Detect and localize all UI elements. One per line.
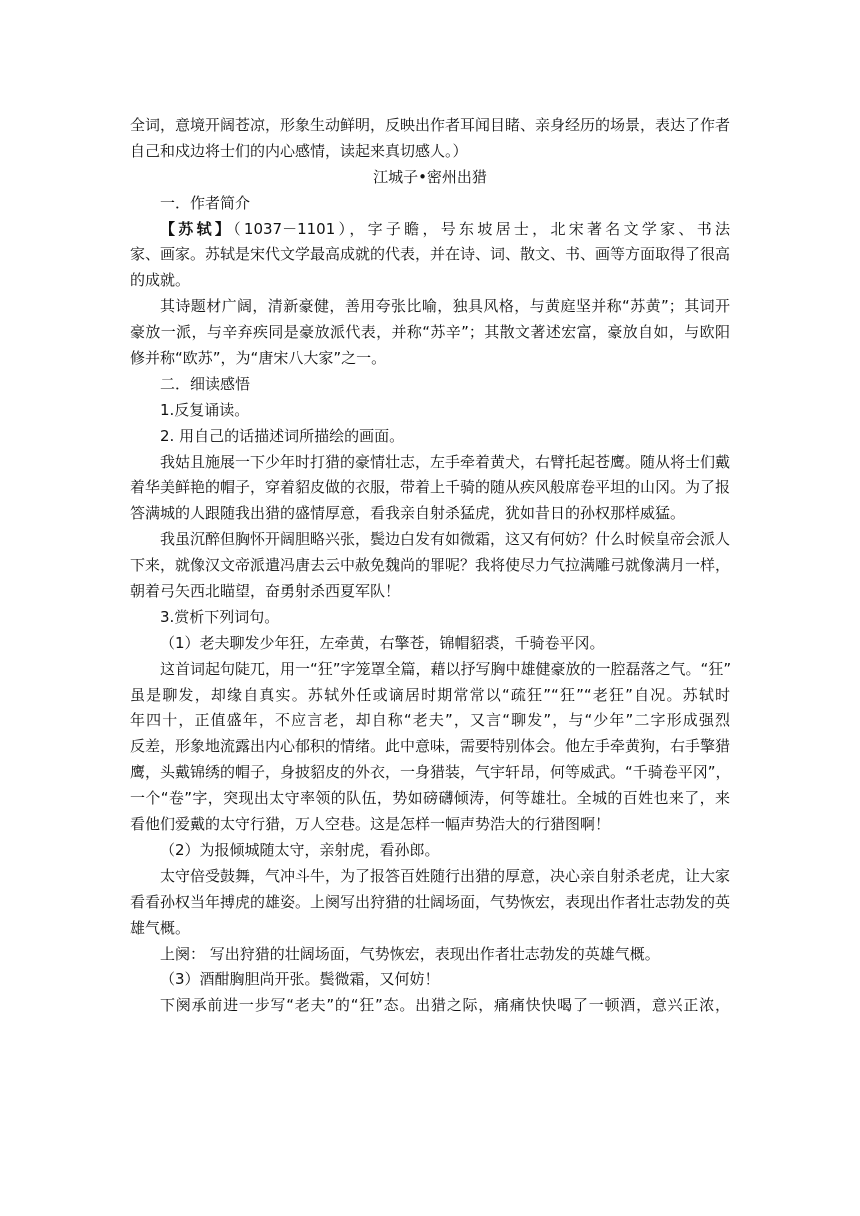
quote-line: （3）酒酣胸胆尚开张。鬓微霜，又何妨！ <box>160 970 440 989</box>
text-line: 雄气概。 <box>130 918 191 937</box>
text-line: 家、画家。苏轼是宋代文学最高成就的代表，并在诗、词、散文、书、画等方面取得了很高 <box>130 245 731 264</box>
text-line: 全词，意境开阔苍凉，形象生动鲜明，反映出作者耳闻目睹、亲身经历的场景，表达了作者 <box>130 116 731 134</box>
text-line: 我虽沉醉但胸怀开阔胆略兴张，鬓边白发有如微霜，这又有何妨？什么时候皇帝会派人 <box>160 530 731 549</box>
list-item: 2. 用自己的话描述词所描绘的画面。 <box>160 426 405 445</box>
document-page <box>130 113 730 1019</box>
text-line: 虽是聊发，却缘自真实。苏轼外任或谪居时期常常以“疏狂”“狂”“老狂”自况。苏轼时 <box>130 685 730 704</box>
text-line: 的成就。 <box>130 271 191 290</box>
text-line <box>130 217 730 243</box>
text-line: 上阕： 写出狩猎的壮阔场面，气势恢宏，表现出作者壮志勃发的英雄气概。 <box>160 944 660 963</box>
text-line: 着华美鲜艳的帽子，穿着貂皮做的衣服，带着上千骑的随从疾风般席卷平坦的山冈。为了报 <box>130 478 731 497</box>
text-line: 下阕承前进一步写“老夫”的“狂”态。出猎之际，痛痛快快喝了一顿酒，意兴正浓， <box>160 996 730 1015</box>
text-line: 鹰，头戴锦绣的帽子，身披貂皮的外衣，一身猎装，气宇轩昂，何等威武。“千骑卷平冈”， <box>130 763 731 782</box>
text-line: 年四十，正值盛年，不应言老，却自称“老夫”，又言“聊发”，与“少年”二字形成强烈 <box>130 711 730 730</box>
text-line: 其诗题材广阔，清新豪健，善用夸张比喻，独具风格，与黄庭坚并称“苏黄”；其词开 <box>160 297 730 316</box>
author-name: 【苏轼】 <box>160 219 234 238</box>
section-heading: 二．细读感悟 <box>160 374 251 393</box>
text-line: 下来，就像汉文帝派遣冯唐去云中赦免魏尚的罪呢？我将使尽力气拉满雕弓就像满月一样， <box>130 556 731 575</box>
quote-line: （1）老夫聊发少年狂，左牵黄，右擎苍，锦帽貂裘，千骑卷平冈。 <box>160 633 605 652</box>
list-item: 1.反复诵读。 <box>160 400 250 419</box>
text-line: 太守倍受鼓舞，气冲斗牛，为了报答百姓随行出猎的厚意，决心亲自射杀老虎，让大家 <box>160 866 731 885</box>
text-line: 朝着弓矢西北瞄望，奋勇射杀西夏军队！ <box>130 582 401 601</box>
text-line: 我姑且施展一下少年时打猎的豪情壮志，左手牵着黄犬，右臂托起苍鹰。随从将士们戴 <box>160 452 731 471</box>
text-line: 这首词起句陡兀，用一“狂”字笼罩全篇，藉以抒写胸中雄健豪放的一腔磊落之气。“狂” <box>160 659 732 678</box>
section-heading: 一．作者简介 <box>160 193 251 212</box>
text-line: 看看孙权当年搏虎的雄姿。上阕写出狩猎的壮阔场面，气势恢宏，表现出作者壮志勃发的英 <box>130 892 731 911</box>
text-line: 反差，形象地流露出内心郁积的情绪。此中意味，需要特别体会。他左手牵黄狗，右手擎猎 <box>130 737 731 756</box>
text-line: 一个“卷”字，突现出太守率领的队伍，势如磅礴倾涛，何等雄壮。全城的百姓也来了，来 <box>130 789 730 808</box>
quote-line: （2）为报倾城随太守，亲射虎，看孙郎。 <box>160 840 440 859</box>
text-line: 豪放一派，与辛弃疾同是豪放派代表，并称“苏辛”；其散文著述宏富，豪放自如，与欧阳 <box>130 323 730 342</box>
text-span: （1037－1101），字子瞻，号东坡居士，北宋著名文学家、书法 <box>233 219 730 238</box>
text-line: 自己和戍边将士们的内心感情，读起来真切感人。） <box>130 141 468 160</box>
text-line: 看他们爱戴的太守行猎，万人空巷。这是怎样一幅声势浩大的行猎图啊！ <box>130 815 611 834</box>
section-title: 江城子•密州出猎 <box>373 167 487 186</box>
text-line: 答满城的人跟随我出猎的盛情厚意，看我亲自射杀猛虎，犹如昔日的孙权那样威猛。 <box>130 504 686 523</box>
list-item: 3.赏析下列词句。 <box>160 607 280 626</box>
text-line: 修并称“欧苏”，为“唐宋八大家”之一。 <box>130 349 387 368</box>
